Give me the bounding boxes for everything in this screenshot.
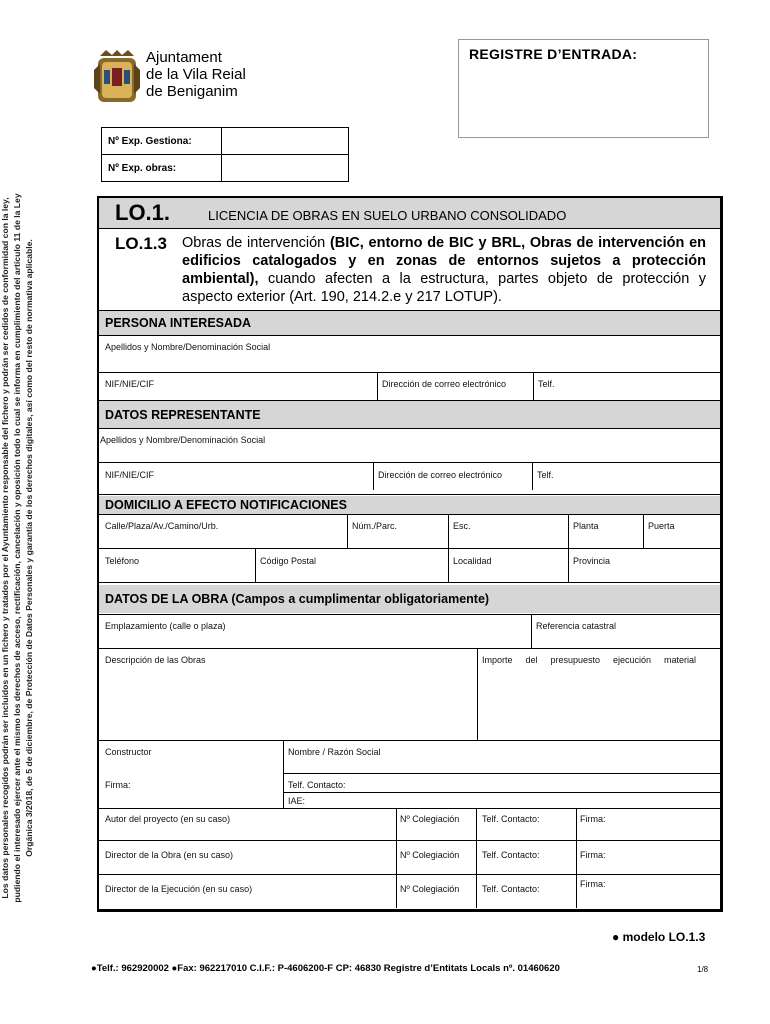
coat-of-arms-logo [92,50,142,104]
iae-label: IAE: [288,796,306,806]
section-domicilio: DOMICILIO A EFECTO NOTIFICACIONES [99,496,720,514]
descripcion-obras-label: Descripción de las Obras [105,655,206,665]
org-line-3: de Beniganim [146,83,238,100]
autor-proyecto-label: Autor del proyecto (en su caso) [105,814,231,824]
provincia-label: Provincia [573,556,611,566]
privacy-line-2: pudiendo el interesado ejercer ante el mismo los derechos de acceso, rectificación, cancelación y oposición todo lo cual se informa en cumplimiento del artículo 11 de la Ley [12,193,22,903]
exp-gestiona-label: Nº Exp. Gestiona: [102,128,222,155]
director-ejecucion-colegiacion-label: Nº Colegiación [400,884,460,894]
telefono-label: Teléfono [105,556,140,566]
constructor-label: Constructor [105,747,152,757]
org-line-1: Ajuntament [146,49,222,66]
esc-label: Esc. [453,521,471,531]
referencia-catastral-label: Referencia catastral [536,621,617,631]
autor-firma-label: Firma: [580,814,606,824]
interesada-email-label: Dirección de correo electrónico [382,379,507,389]
exp-gestiona-field[interactable] [222,128,349,155]
interesada-name-field[interactable] [99,336,720,372]
registre-entrada-label: REGISTRE D’ENTRADA: [469,46,638,62]
representante-telf-label: Telf. [537,470,554,480]
title-band [99,198,720,228]
subtitle-plain-1: Obras de intervención [182,235,330,251]
section-representante: DATOS REPRESENTANTE [99,401,720,428]
org-line-2: de la Vila Reial [146,66,246,83]
director-obra-telf-label: Telf. Contacto: [482,850,540,860]
section-persona-interesada: PERSONA INTERESADA [99,311,720,335]
section-datos-obra: DATOS DE LA OBRA (Campos a cumplimentar obligatoriamente) [99,585,720,613]
privacy-line-1: Los datos personales recogidos podrán ser incluidos en un fichero y tratados por el Ayuntamiento responsable del fichero y podrán ser cedidos de conformidad con la ley, [0,197,10,899]
num-parc-label: Núm./Parc. [352,521,398,531]
subtitle-plain-2: cuando afecten a la estructura, partes objeto de protección y aspecto exterior (Art. 190, 214.2.e y 217 LOTUP). [182,271,706,305]
codigo-postal-label: Código Postal [260,556,317,566]
form-title: LICENCIA DE OBRAS EN SUELO URBANO CONSOLIDADO [208,208,567,223]
exp-obras-label: Nº Exp. obras: [102,155,222,182]
autor-colegiacion-label: Nº Colegiación [400,814,460,824]
exp-obras-field[interactable] [222,155,349,182]
importe-field[interactable] [478,668,718,740]
organization-name [146,49,246,100]
constructor-telf-label: Telf. Contacto: [288,780,346,790]
director-ejecucion-label: Director de la Ejecución (en su caso) [105,884,253,894]
director-obra-colegiacion-label: Nº Colegiación [400,850,460,860]
form-subcode: LO.1.3 [115,234,167,253]
interesada-nif-label: NIF/NIE/CIF [105,379,154,389]
interesada-name-label: Apellidos y Nombre/Denominación Social [105,342,271,352]
expedient-table [101,127,349,182]
director-obra-firma-label: Firma: [580,850,606,860]
representante-name-label: Apellidos y Nombre/Denominación Social [100,435,266,445]
footer-contact: ●Telf.: 962920002 ●Fax: 962217010 C.I.F.: P-4606200-F CP: 46830 Registre d’Entitats Locals nº. 01460620 [91,963,560,974]
calle-label: Calle/Plaza/Av./Camino/Urb. [105,521,219,531]
privacy-notice [0,168,35,928]
director-ejecucion-firma-label: Firma: [580,879,606,889]
puerta-label: Puerta [648,521,675,531]
planta-label: Planta [573,521,599,531]
descripcion-obras-field[interactable] [99,649,476,740]
autor-telf-label: Telf. Contacto: [482,814,540,824]
form-subtitle [182,234,706,306]
emplazamiento-label: Emplazamiento (calle o plaza) [105,621,226,631]
representante-email-label: Dirección de correo electrónico [378,470,503,480]
director-obra-label: Director de la Obra (en su caso) [105,850,234,860]
registre-entrada-box[interactable] [458,39,709,138]
representante-nif-label: NIF/NIE/CIF [105,470,154,480]
application-form [97,196,723,912]
form-code: LO.1. [115,200,171,225]
importe-label: Importe del presupuesto ejecución material [482,655,696,665]
nombre-razon-social-label: Nombre / Razón Social [288,747,381,757]
interesada-telf-label: Telf. [538,379,555,389]
representante-name-field[interactable] [99,429,720,462]
localidad-label: Localidad [453,556,492,566]
model-code: ● modelo LO.1.3 [612,930,706,944]
page-number: 1/8 [697,965,709,974]
director-ejecucion-telf-label: Telf. Contacto: [482,884,540,894]
subtitle-bold: (BIC, entorno de BIC y BRL, Obras de intervención en edificios catalogados y en zonas de entornos sujetos a protección ambiental), [182,235,706,287]
constructor-firma-label: Firma: [105,780,131,790]
privacy-line-3: Orgánica 3/2018, de 5 de diciembre, de Protección de Datos Personales y garantía de los derechos digitales, así como del resto de normativa aplicable. [24,239,34,857]
